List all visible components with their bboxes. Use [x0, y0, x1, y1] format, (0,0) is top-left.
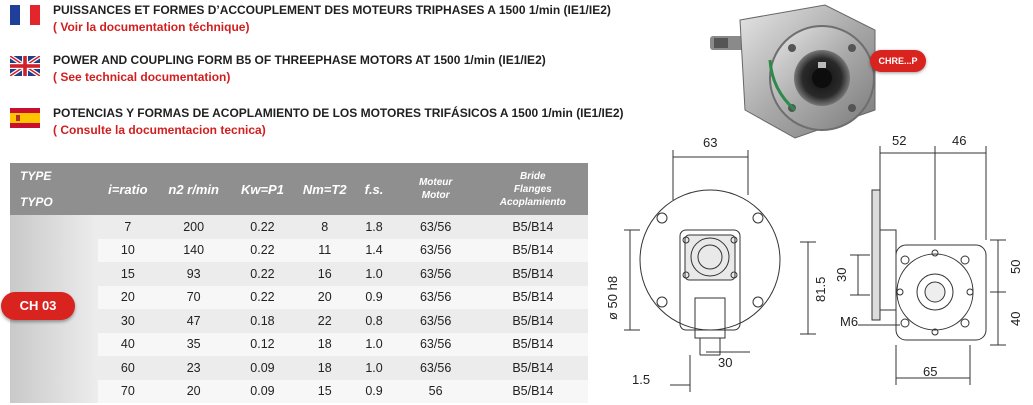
type-header: [10, 163, 98, 215]
flange-cell: B5/B14: [478, 333, 588, 357]
motor-header: [394, 163, 478, 215]
kw-cell: 0.09: [230, 380, 295, 404]
dim-50-label: 50: [1008, 259, 1023, 274]
kw-cell: 0.22: [230, 239, 295, 263]
table-row: [10, 380, 588, 404]
photo-logo-badge: CHRE...P: [870, 50, 926, 72]
table-row: [10, 333, 588, 357]
flange-header-es: Acoplamiento: [499, 196, 566, 208]
spanish-title: POTENCIAS Y FORMAS DE ACOPLAMIENTO DE LOS MOTORES TRIFÁSICOS A 1500 1/min (IE1/IE2): [53, 106, 624, 120]
flange-header: [478, 163, 588, 215]
motor-cell: 63/56: [394, 215, 478, 239]
type-badge: CH 03: [1, 292, 75, 320]
nm-cell: 11: [295, 239, 354, 263]
dim-1-5-label: 1.5: [632, 372, 651, 387]
n2-cell: 140: [157, 239, 229, 263]
n2-cell: 70: [157, 286, 229, 310]
flange-cell: B5/B14: [478, 215, 588, 239]
nm-cell: 22: [295, 309, 354, 333]
ratio-cell: 15: [98, 262, 157, 286]
fs-cell: 1.0: [354, 262, 393, 286]
flange-header-en: Flanges: [513, 183, 552, 195]
fs-cell: 0.9: [354, 380, 393, 404]
type-cell: [10, 215, 98, 239]
motor-cell: 63/56: [394, 333, 478, 357]
dim-30-front-label: 30: [718, 355, 733, 370]
table-row: [10, 309, 588, 333]
type-cell: [10, 262, 98, 286]
kw-cell: 0.22: [230, 262, 295, 286]
n2-cell: 35: [157, 333, 229, 357]
type-cell: [10, 333, 98, 357]
motor-cell: 56: [394, 380, 478, 404]
motor-header-es: Motor: [421, 190, 450, 201]
nm-cell: 15: [295, 380, 354, 404]
kw-cell: 0.22: [230, 286, 295, 310]
table-row: [10, 262, 588, 286]
fs-header: f.s.: [354, 163, 393, 215]
spanish-subtitle: ( Consulte la documentacion tecnica): [53, 123, 266, 137]
dim-63-label: 63: [703, 135, 718, 150]
ratio-cell: 60: [98, 356, 157, 380]
spain-flag-icon: [10, 108, 40, 128]
typo-header-label: TYPO: [20, 195, 53, 209]
fs-cell: 0.9: [354, 286, 393, 310]
fs-cell: 1.0: [354, 356, 393, 380]
fs-cell: 0.8: [354, 309, 393, 333]
kw-cell: 0.12: [230, 333, 295, 357]
kw-cell: 0.22: [230, 215, 295, 239]
n2-header: n2 r/min: [157, 163, 229, 215]
france-flag-icon: [10, 5, 40, 25]
flange-cell: B5/B14: [478, 356, 588, 380]
flange-cell: B5/B14: [478, 286, 588, 310]
type-header-label: TYPE: [20, 169, 52, 183]
english-subtitle: ( See technical documentation): [53, 70, 231, 84]
table-row: [10, 356, 588, 380]
dim-65-label: 65: [923, 364, 938, 379]
dimension-drawing: [600, 130, 1033, 405]
side-view: [850, 146, 1006, 385]
flange-cell: B5/B14: [478, 309, 588, 333]
kw-header: Kw=P1: [230, 163, 295, 215]
n2-cell: 47: [157, 309, 229, 333]
uk-flag-icon: [10, 56, 40, 76]
kw-cell: 0.09: [230, 356, 295, 380]
motor-spec-table: [10, 163, 588, 403]
ratio-header: i=ratio: [98, 163, 157, 215]
motor-cell: 63/56: [394, 356, 478, 380]
type-cell: [10, 380, 98, 404]
dim-m6-label: M6: [840, 314, 859, 329]
motor-cell: 63/56: [394, 262, 478, 286]
nm-cell: 18: [295, 333, 354, 357]
ratio-cell: 10: [98, 239, 157, 263]
motor-cell: 63/56: [394, 309, 478, 333]
ratio-cell: 70: [98, 380, 157, 404]
nm-cell: 18: [295, 356, 354, 380]
table-row: [10, 286, 588, 310]
flange-cell: B5/B14: [478, 239, 588, 263]
table-row: [10, 239, 588, 263]
dim-50h8-label: ø 50 h8: [605, 275, 620, 320]
table-row: [10, 215, 588, 239]
french-title: PUISSANCES ET FORMES D’ACCOUPLEMENT DES MOTEURS TRIPHASES A 1500 1/min (IE1/IE2): [53, 3, 611, 17]
ratio-cell: 7: [98, 215, 157, 239]
nm-cell: 8: [295, 215, 354, 239]
kw-cell: 0.18: [230, 309, 295, 333]
motor-header-fr: Moteur: [418, 177, 453, 188]
flange-cell: B5/B14: [478, 380, 588, 404]
n2-cell: 93: [157, 262, 229, 286]
fs-cell: 1.0: [354, 333, 393, 357]
n2-cell: 200: [157, 215, 229, 239]
dim-46-label: 46: [952, 133, 967, 148]
nm-header: Nm=T2: [295, 163, 354, 215]
dim-40-label: 40: [1008, 311, 1023, 326]
ratio-cell: 40: [98, 333, 157, 357]
nm-cell: 16: [295, 262, 354, 286]
type-cell: [10, 239, 98, 263]
motor-cell: 63/56: [394, 239, 478, 263]
fs-cell: 1.8: [354, 215, 393, 239]
nm-cell: 20: [295, 286, 354, 310]
n2-cell: 20: [157, 380, 229, 404]
fs-cell: 1.4: [354, 239, 393, 263]
ratio-cell: 20: [98, 286, 157, 310]
n2-cell: 23: [157, 356, 229, 380]
flange-header-fr: Bride: [520, 170, 546, 182]
dim-52-label: 52: [892, 133, 907, 148]
dim-30-side-label: 30: [834, 267, 849, 282]
dim-81-5-label: 81.5: [813, 276, 828, 302]
flange-cell: B5/B14: [478, 262, 588, 286]
table-body: [10, 215, 588, 403]
type-cell: [10, 356, 98, 380]
english-title: POWER AND COUPLING FORM B5 OF THREEPHASE MOTORS AT 1500 1/min (IE1/IE2): [53, 53, 546, 67]
ratio-cell: 30: [98, 309, 157, 333]
french-subtitle: ( Voir la documentation téchnique): [53, 20, 250, 34]
motor-cell: 63/56: [394, 286, 478, 310]
table-header-row: [10, 163, 588, 215]
